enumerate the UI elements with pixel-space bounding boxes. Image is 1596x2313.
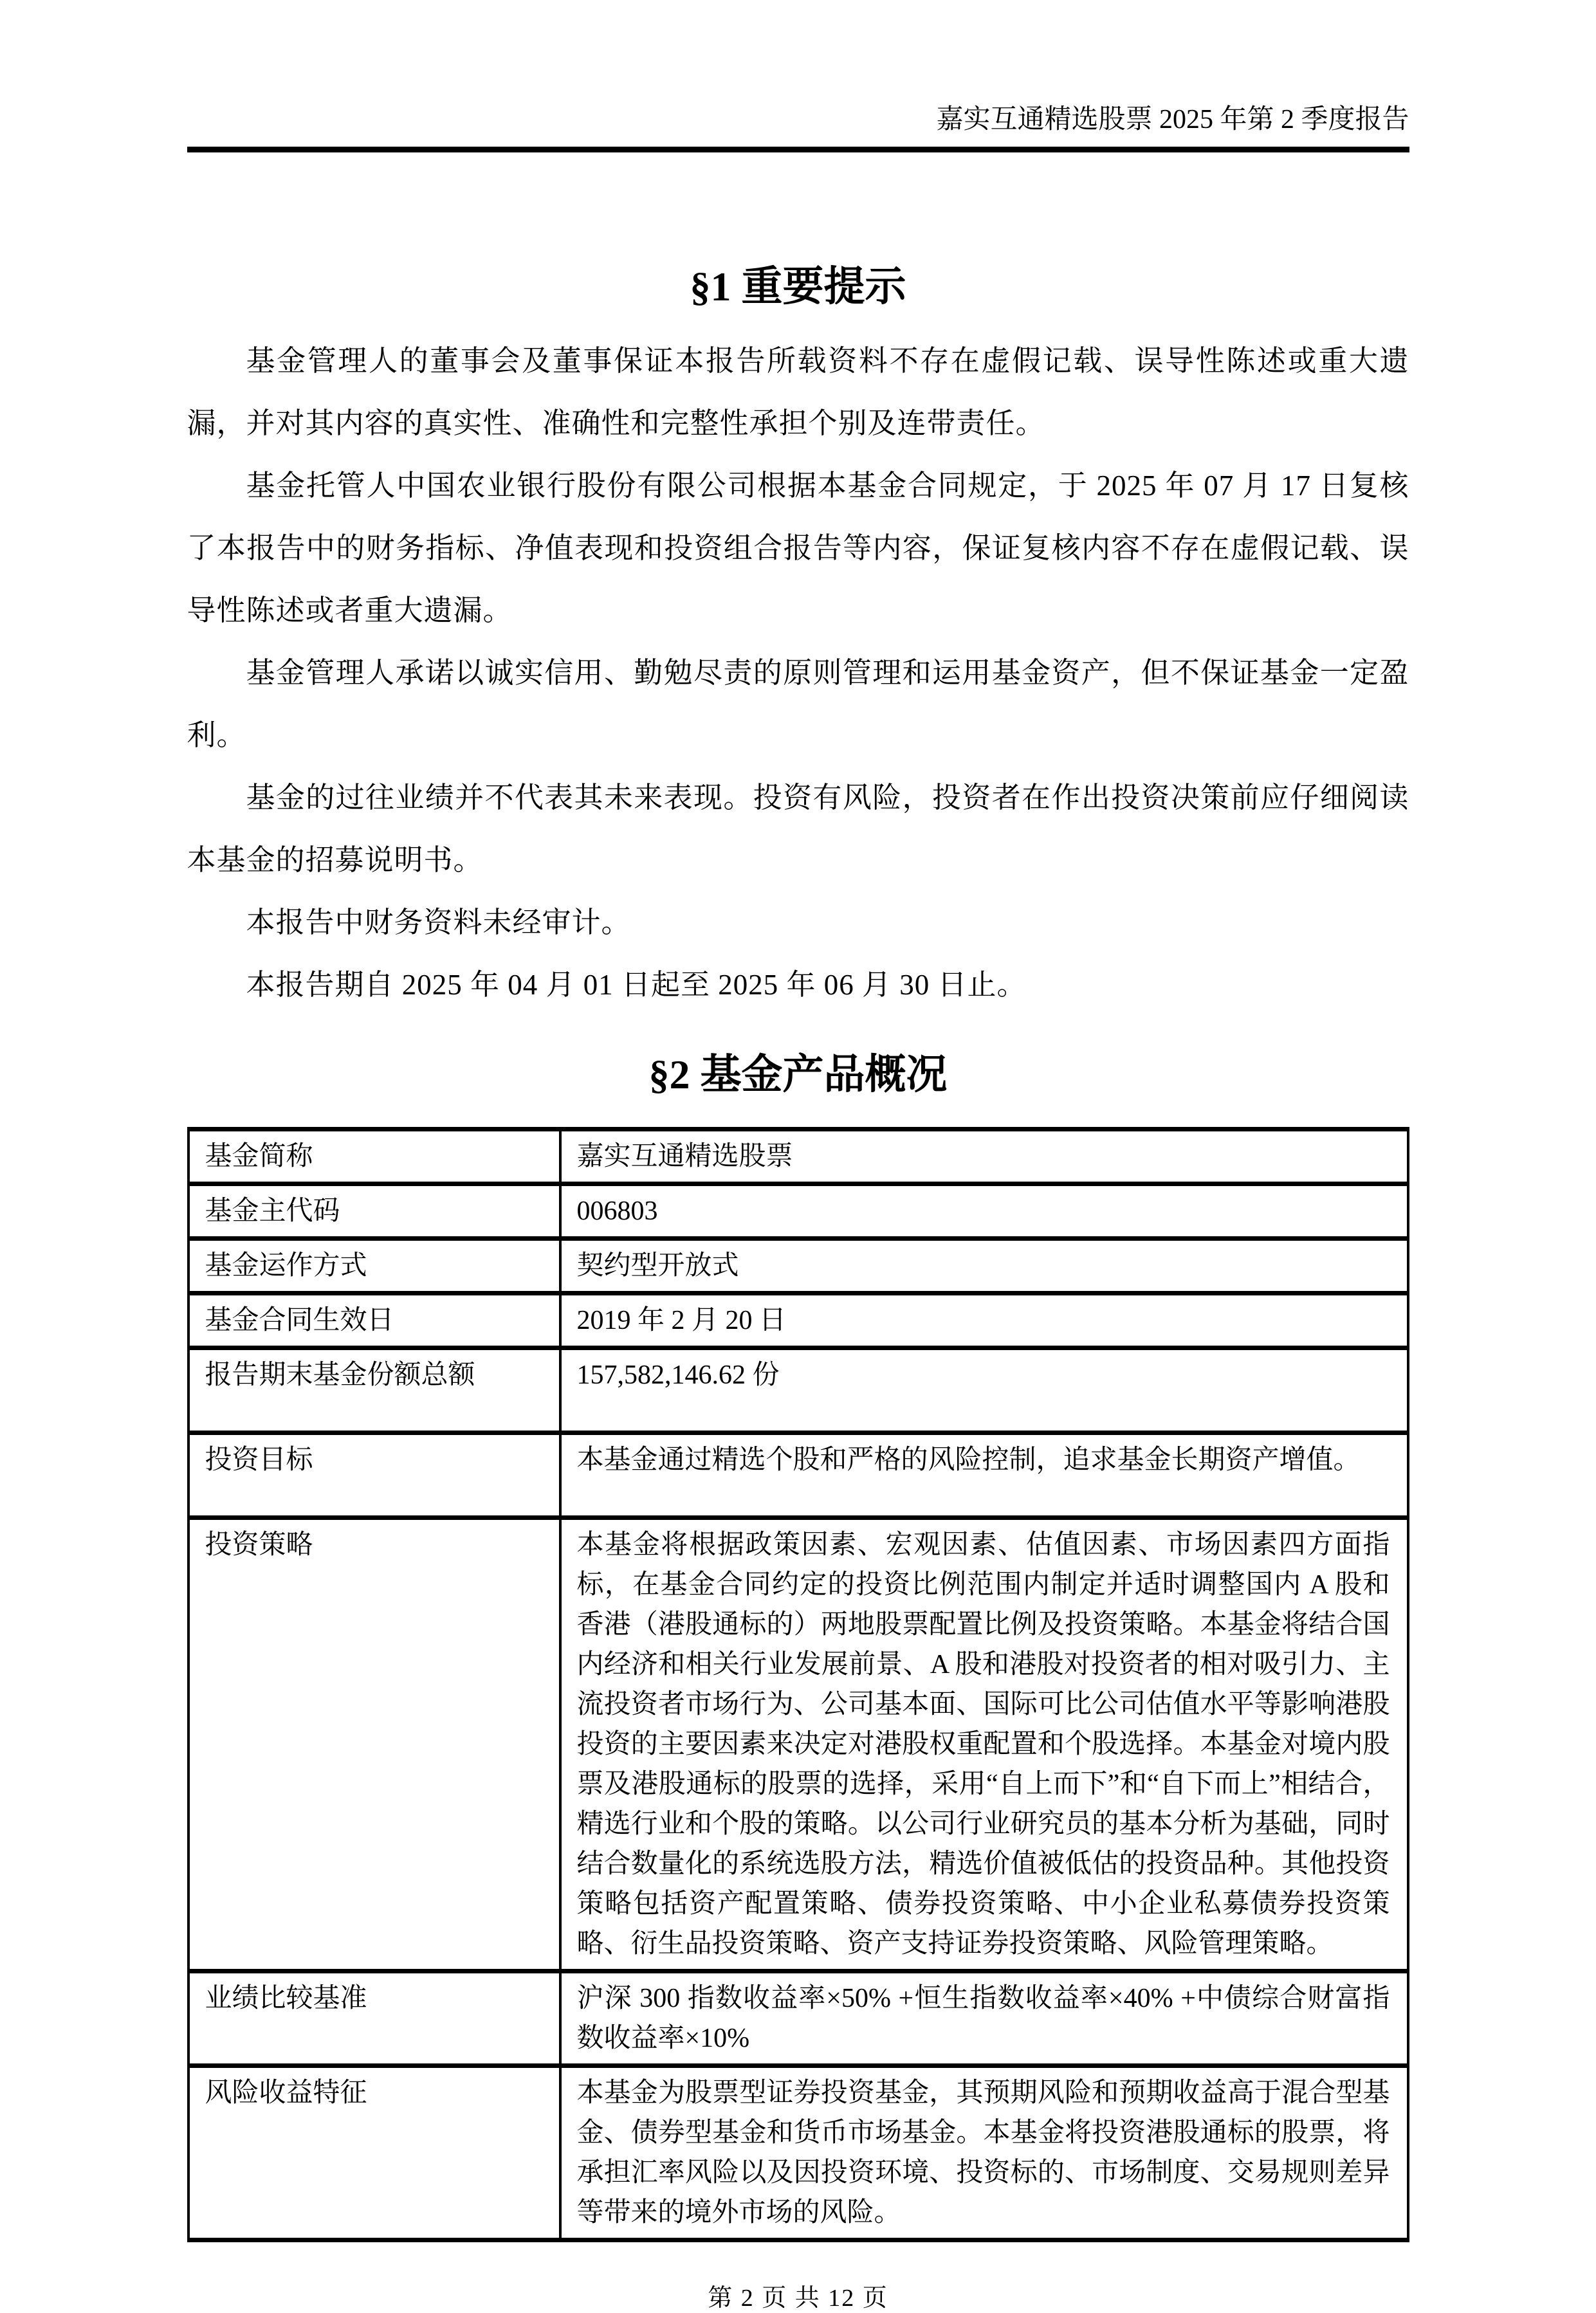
- field-value: 契约型开放式: [560, 1239, 1408, 1294]
- field-label: 基金运作方式: [188, 1239, 560, 1294]
- field-value: 本基金通过精选个股和严格的风险控制，追求基金长期资产增值。: [560, 1433, 1408, 1518]
- field-value: 006803: [560, 1184, 1408, 1239]
- table-row-investment-objective: [188, 1433, 1408, 1518]
- table-row-fund-short-name: [188, 1129, 1408, 1184]
- field-label: 风险收益特征: [188, 2066, 560, 2240]
- table-row-operation-mode: [188, 1239, 1408, 1294]
- field-value: 沪深 300 指数收益率×50% +恒生指数收益率×40% +中债综合财富指数收益率×10%: [560, 1971, 1408, 2066]
- fund-overview-table: [187, 1127, 1409, 2242]
- field-label: 投资策略: [188, 1518, 560, 1971]
- table-row-contract-effective-date: [188, 1294, 1408, 1348]
- paragraph-report-period: 本报告期自 2025 年 04 月 01 日起至 2025 年 06 月 30 日止。: [246, 969, 1027, 1001]
- document-header: [187, 0, 1409, 136]
- paragraph-disclaimer-board: 基金管理人的董事会及董事保证本报告所载资料不存在虚假记载、误导性陈述或重大遗漏，并对其内容的真实性、准确性和完整性承担个别及连带责任。: [187, 345, 1409, 439]
- section2-title: §2 基金产品概况: [648, 1052, 948, 1097]
- field-label: 基金简称: [188, 1129, 560, 1184]
- field-label: 业绩比较基准: [188, 1971, 560, 2066]
- table-row-fund-code: [188, 1184, 1408, 1239]
- paragraph-unaudited: 本报告中财务资料未经审计。: [246, 906, 631, 938]
- header-rule: [187, 147, 1409, 152]
- field-value: 本基金为股票型证券投资基金，其预期风险和预期收益高于混合型基金、债券型基金和货币市场基金。本基金将投资港股通标的股票，将承担汇率风险以及因投资环境、投资标的、市场制度、交易规则差异等带来的境外市场的风险。: [560, 2066, 1408, 2240]
- field-label: 基金主代码: [188, 1184, 560, 1239]
- field-value: 2019 年 2 月 20 日: [560, 1294, 1408, 1348]
- header-title: 嘉实互通精选股票 2025 年第 2 季度报告: [936, 105, 1409, 134]
- table-row-investment-strategy: [188, 1518, 1408, 1971]
- field-value: 嘉实互通精选股票: [560, 1129, 1408, 1184]
- field-label: 投资目标: [188, 1433, 560, 1518]
- table-row-total-shares: [188, 1348, 1408, 1433]
- table-row-risk-return-profile: [188, 2066, 1408, 2240]
- section1-title: §1 重要提示: [690, 264, 906, 309]
- field-label: 报告期末基金份额总额: [188, 1348, 560, 1433]
- page-footer: 第 2 页 共 12 页: [708, 2285, 888, 2312]
- paragraph-custodian-review: 基金托管人中国农业银行股份有限公司根据本基金合同规定，于 2025 年 07 月 17 日复核了本报告中的财务指标、净值表现和投资组合报告等内容，保证复核内容不存在虚假记载、误导性陈述或者重大遗漏。: [187, 470, 1409, 626]
- field-label: 基金合同生效日: [188, 1294, 560, 1348]
- table-row-benchmark: [188, 1971, 1408, 2066]
- report-page: [187, 0, 1409, 2313]
- paragraph-manager-promise: 基金管理人承诺以诚实信用、勤勉尽责的原则管理和运用基金资产，但不保证基金一定盈利。: [187, 657, 1409, 751]
- field-value: 本基金将根据政策因素、宏观因素、估值因素、市场因素四方面指标，在基金合同约定的投资比例范围内制定并适时调整国内 A 股和香港（港股通标的）两地股票配置比例及投资策略。本基金将结合国内经济和相关行业发展前景、A 股和港股对投资者的相对吸引力、主流投资者市场行为、公司基本面、国际可比公司估值水平等影响港股投资的主要因素来决定对港股权重配置和个股选择。本基金对境内股票及港股通标的股票的选择，采用“自上而下”和“自下而上”相结合，精选行业和个股的策略。以公司行业研究员的基本分析为基础，同时结合数量化的系统选股方法，精选价值被低估的投资品种。其他投资策略包括资产配置策略、债券投资策略、中小企业私募债券投资策略、衍生品投资策略、资产支持证券投资策略、风险管理策略。: [560, 1518, 1408, 1971]
- paragraph-past-performance: 基金的过往业绩并不代表其未来表现。投资有风险，投资者在作出投资决策前应仔细阅读本基金的招募说明书。: [187, 782, 1409, 876]
- field-value: 157,582,146.62 份: [560, 1348, 1408, 1433]
